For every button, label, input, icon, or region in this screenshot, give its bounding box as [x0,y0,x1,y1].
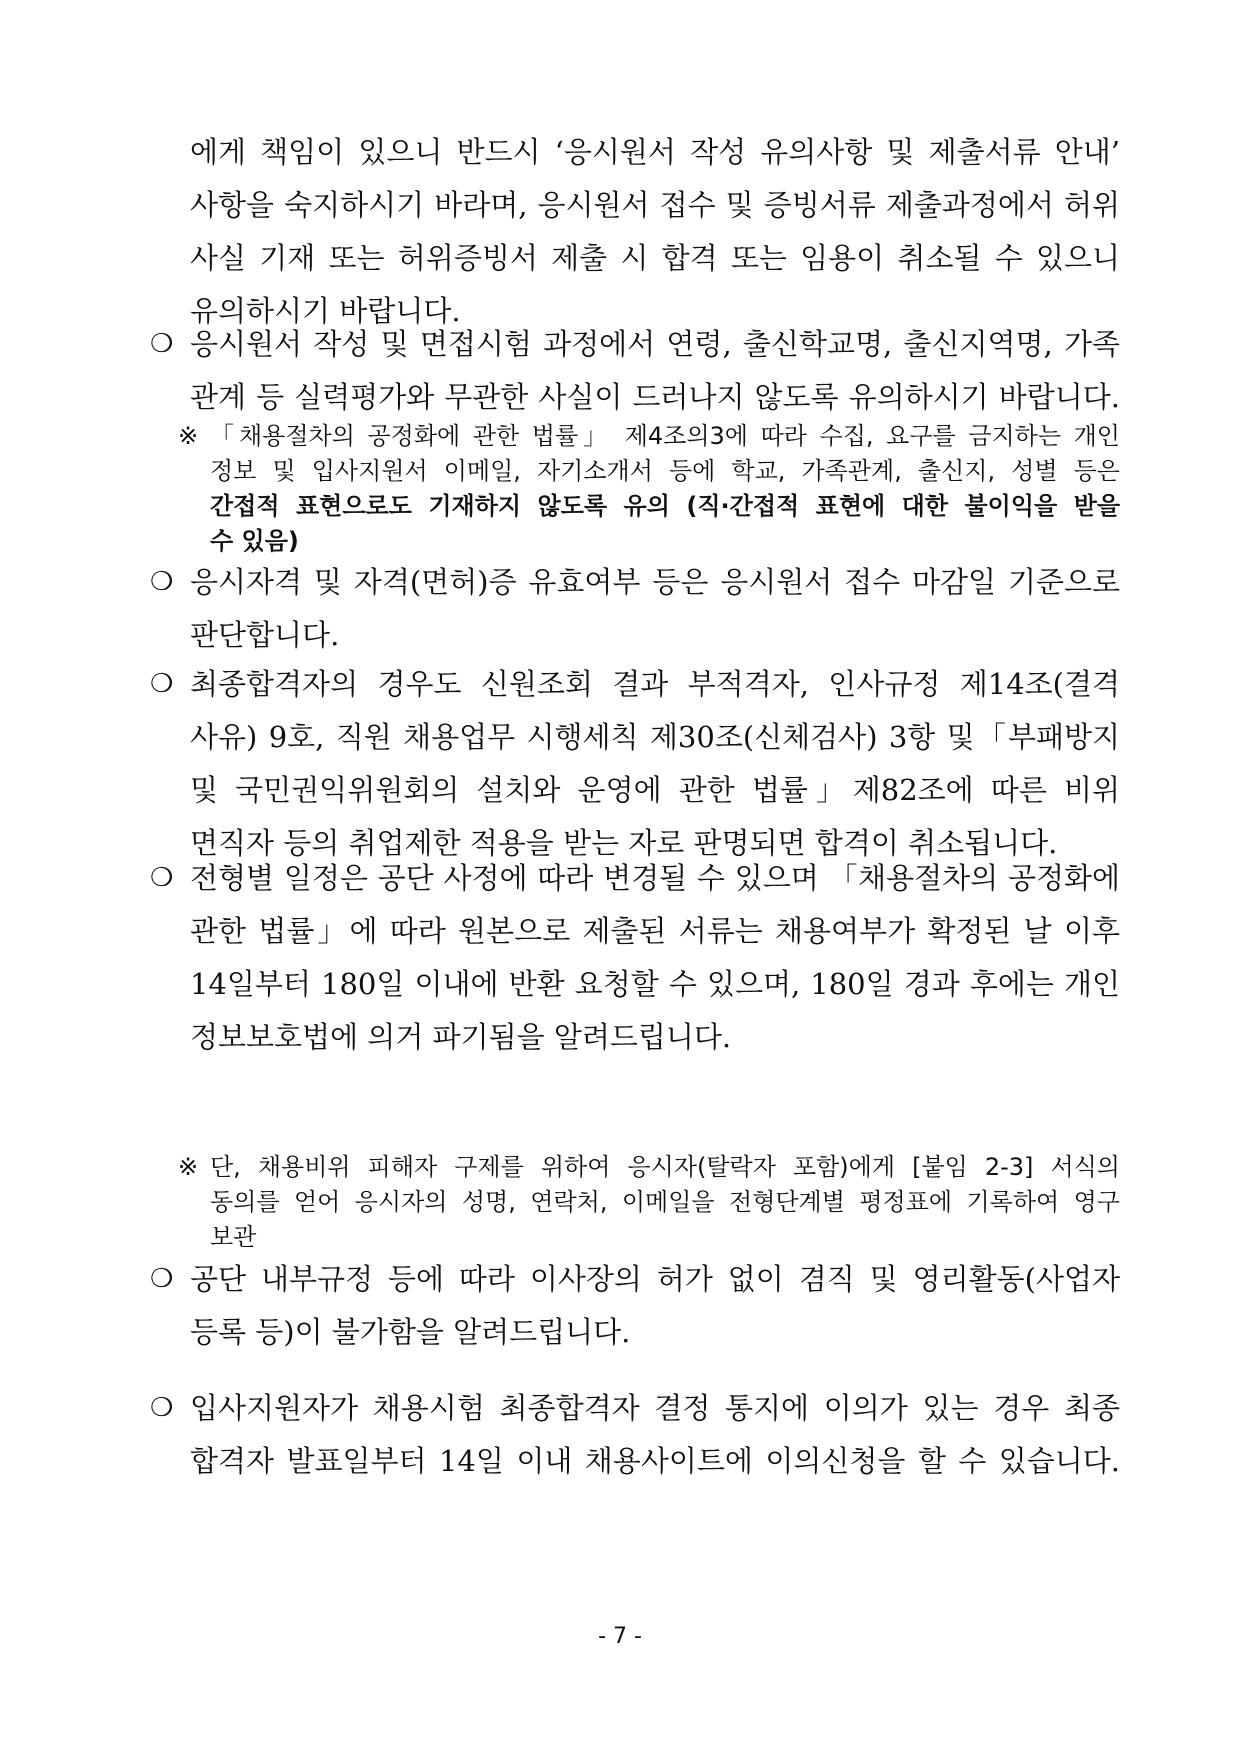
item-line: 판단합니다. [190,618,340,652]
note-line-emphasis: 간접적 표현으로도 기재하지 않도록 유의 (직·간접적 표현에 대한 불이익을 받을 [210,492,1120,520]
note-line: 단, 채용비위 피해자 구제를 위하여 응시자(탈락자 포함)에게 [붙임 2-3] 서식의 [210,1153,1120,1181]
item-line: 입사지원자가 채용시험 최종합격자 결정 통지에 이의가 있는 경우 최종 [190,1391,1120,1425]
item-line: 정보보호법에 의거 파기됨을 알려드립니다. [190,1020,732,1054]
item-line: 응시원서 작성 및 면접시험 과정에서 연령, 출신학교명, 출신지역명, 가족 [190,327,1120,361]
item-line: 공단 내부규정 등에 따라 이사장의 허가 없이 겸직 및 영리활동(사업자 [190,1262,1120,1296]
item-line: 14일부터 180일 이내에 반환 요청할 수 있으며, 180일 경과 후에는 개인 [190,967,1120,1001]
item-line: 관계 등 실력평가와 무관한 사실이 드러나지 않도록 유의하시기 바랍니다. [190,380,1120,414]
item-line: 등록 등)이 불가함을 알려드립니다. [190,1315,631,1349]
intro-line: 유의하시기 바랍니다. [190,294,461,328]
item-line: 면직자 등의 취업제한 적용을 받는 자로 판명되면 합격이 취소됩니다. [190,826,1058,860]
note-line: 보관 [210,1223,257,1251]
note-mark-icon: ※ [178,422,199,450]
item-line: 및 국민권익위원회의 설치와 운영에 관한 법률」제82조에 따른 비위 [190,773,1120,807]
item-line: 최종합격자의 경우도 신원조회 결과 부적격자, 인사규정 제14조(결격 [190,667,1120,701]
item-line: 관한 법률」에 따라 원본으로 제출된 서류는 채용여부가 확정된 날 이후 [190,914,1120,948]
intro-line: 에게 책임이 있으니 반드시 ‘응시원서 작성 유의사항 및 제출서류 안내’ [190,135,1120,169]
bullet-icon: ❍ [150,1393,174,1423]
note-line-emphasis: 수 있음) [210,527,299,555]
intro-line: 사실 기재 또는 허위증빙서 제출 시 합격 또는 임용이 취소될 수 있으니 [190,241,1120,275]
note-line: 정보 및 입사지원서 이메일, 자기소개서 등에 학교, 가족관계, 출신지, 성별 등은 [210,457,1120,485]
bullet-icon: ❍ [150,863,174,893]
item-line: 합격자 발표일부터 14일 이내 채용사이트에 이의신청을 할 수 있습니다. [190,1444,1120,1478]
page-number: - 7 - [598,1624,642,1649]
intro-line: 사항을 숙지하시기 바라며, 응시원서 접수 및 증빙서류 제출과정에서 허위 [190,188,1120,222]
bullet-icon: ❍ [150,329,174,359]
bullet-icon: ❍ [150,669,174,699]
bullet-icon: ❍ [150,567,174,597]
item-line: 사유) 9호, 직원 채용업무 시행세칙 제30조(신체검사) 3항 및「부패방지 [190,720,1120,754]
note-line: 동의를 얻어 응시자의 성명, 연락처, 이메일을 전형단계별 평정표에 기록하여 영구 [210,1188,1120,1216]
bullet-icon: ❍ [150,1264,174,1294]
item-line: 응시자격 및 자격(면허)증 유효여부 등은 응시원서 접수 마감일 기준으로 [190,565,1120,599]
note-line: 「채용절차의 공정화에 관한 법률」 제4조의3에 따라 수집, 요구를 금지하는 개인 [210,422,1120,450]
note-mark-icon: ※ [178,1153,199,1181]
item-line: 전형별 일정은 공단 사정에 따라 변경될 수 있으며 「채용절차의 공정화에 [190,861,1120,895]
